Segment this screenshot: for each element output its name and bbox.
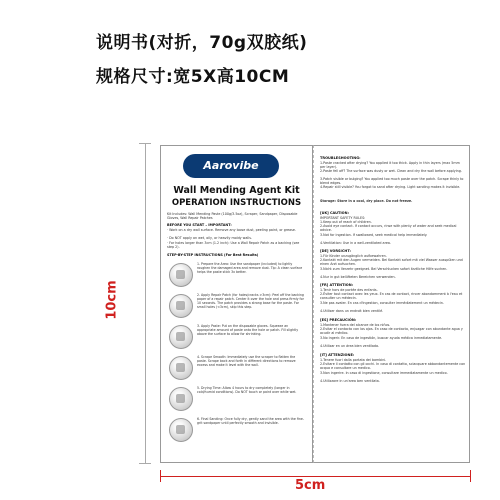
es-caution-heading: [ES] PRECAUCIÓN: [320, 318, 357, 322]
it-caution-heading: [IT] ATTENZIONE: [320, 353, 355, 357]
caution-line: 4.Ventilation: Use in a well-ventilated area. [320, 241, 391, 245]
caution-line: 2.Éviter tout contact avec les yeux. En cas de contact, rincer abondamment à l'eau et consulter un médecin. [320, 292, 463, 301]
clock-icon [169, 387, 193, 411]
caution-line: 1.Tenere fuori dalla portata dei bambini. [320, 358, 387, 362]
step-6 [167, 416, 307, 446]
instruction-back-panel [313, 145, 470, 463]
caution-line: 2.Avoid eye contact. If contact occurs, rinse with plenty of water and seek medical advice. [320, 224, 457, 233]
fr-caution-heading: [FR] ATTENTION: [320, 283, 354, 287]
width-tick-left [160, 470, 161, 482]
caution-line: 1.Keep out of reach of children. [320, 220, 372, 224]
caution-line: 2.Kontakt mit den Augen vermeiden. Bei Kontakt sofort mit viel Wasser ausspülen und einen Arzt aufsuchen. [320, 258, 463, 267]
sanding-icon [169, 263, 193, 287]
before-start-heading: BEFORE YOU START – IMPORTANT: [167, 223, 232, 227]
spec-title: 说明书(对折，70g双胶纸) [96, 33, 308, 53]
caution-line: 3.Nicht zum Verzehr geeignet. Bei Verschlucken sofort ärztliche Hilfe suchen. [320, 267, 448, 271]
uk-caution-heading: [UK] CAUTION: [320, 211, 349, 215]
product-title: Wall Mending Agent Kit [173, 185, 300, 196]
height-label: 10cm [104, 280, 120, 320]
step-text: 6. Final Sanding: Once fully dry, gently sand the area with the fine-grit sandpaper until perfectly smooth and invisible. [197, 417, 304, 426]
caution-line: 3.Ne pas avaler. En cas d'ingestion, consulter immédiatement un médecin. [320, 301, 444, 305]
caution-line: 4.Utilizar en un área bien ventilada. [320, 344, 380, 348]
instruction-front-panel [160, 145, 313, 463]
step-text: 3. Apply Paste: Put on the disposable gloves. Squeeze an appropriate amount of paste onto the hole or patch. Fill slightly above the surface to allow for shrinking. [197, 324, 299, 337]
step-4 [167, 354, 307, 384]
caution-line: 1.Tenir hors de portée des enfants. [320, 288, 378, 292]
caution-line: 2.Evitar el contacto con los ojos. En caso de contacto, enjuagar con abundante agua y acudir al médico. [320, 327, 463, 336]
brand-logo: Aarovibe [183, 154, 279, 178]
step-2 [167, 292, 307, 322]
width-label: 5cm [295, 478, 326, 493]
height-tick-top [139, 143, 151, 144]
caution-line: 3.Not for ingestion. If swallowed, seek medical help immediately. [320, 233, 428, 237]
step-text: 4. Scrape Smooth: Immediately use the scraper to flatten the paste. Scrape back and forth in different directions to remove excess and make it level with the wall. [197, 355, 296, 368]
troubleshooting-heading: TROUBLESHOOTING: [320, 156, 361, 160]
paste-tube-icon [169, 325, 193, 349]
troubleshooting-line: 2.Paste fell off? The surface was dusty or wet. Clean and dry the wall before applying. [320, 169, 462, 173]
step-3 [167, 323, 307, 353]
caution-line: 4.Nur in gut belüfteten Bereichen verwenden. [320, 275, 396, 279]
step-text: 5. Drying Time: Allow 4 hours to dry completely (longer in cold/humid conditions). Do NOT touch or paint over while wet. [197, 386, 297, 395]
patch-icon [169, 294, 193, 318]
caution-line: IMPORTANT SAFETY RULES: [320, 216, 366, 220]
de-caution-heading: [DE] VORSICHT: [320, 249, 351, 253]
caution-line: 3.Non ingerire. In caso di ingestione, consultare immediatamente un medico. [320, 371, 448, 375]
before-start-line: · For holes larger than 3cm (1.2 inch): Use a Wall Repair Patch as a backing (see step 2). [167, 241, 300, 250]
step-text: 2. Apply Repair Patch (for holes/cracks >3cm): Peel off the backing paper of a repair patch. Center it over the hole and press firmly for 10 seconds. The patch provides a strong base for the paste. For small holes (<3cm), skip this step. [197, 293, 304, 310]
width-tick-right [470, 470, 471, 482]
sandpaper-icon [169, 418, 193, 442]
kit-includes: Kit Includes: Wall Mending Paste (100g/3.5oz), Scraper, Sandpaper, Disposable Gloves, Wall Repair Patches [167, 212, 298, 221]
caution-line: 1.Für Kinder unzugänglich aufbewahren. [320, 254, 387, 258]
instructions-title: OPERATION INSTRUCTIONS [171, 198, 302, 208]
troubleshooting-line: 1.Paste cracked after drying? You applied it too thick. Apply in thin layers (max 5mm per layer). [320, 161, 460, 170]
before-start-line: · Work on a dry wall surface. Remove any loose dust, peeling paint, or grease. [167, 228, 296, 232]
step-1 [167, 261, 307, 291]
before-start-line: · Do NOT apply on wet, oily, or heavily moldy walls. [167, 236, 252, 240]
caution-line: 4.Utiliser dans un endroit bien ventilé. [320, 309, 384, 313]
caution-line: 1.Mantener fuera del alcance de los niños. [320, 323, 391, 327]
height-dimension-line [145, 143, 146, 463]
troubleshooting-line: 3.Patch visible or bulging? You applied too much paste over the patch. Scrape thinly to blend edges. [320, 177, 464, 186]
steps-heading: STEP-BY-STEP INSTRUCTIONS (For Best Results) [167, 253, 259, 257]
caution-line: 2.Evitare il contatto con gli occhi. In caso di contatto, sciacquare abbondantemente con acqua e consultare un medico. [320, 362, 466, 371]
spec-size: 规格尺寸:宽5X高10CM [96, 67, 290, 87]
step-text: 1. Prepare the Area: Use the sandpaper (included) to lightly roughen the damaged area and remove dust. Tip: A clean surface helps the paste stick 3x better. [197, 262, 303, 275]
storage-note: Storage: Store in a cool, dry place. Do not freeze. [320, 199, 413, 203]
troubleshooting-line: 4.Repair still visible? You forgot to sand after drying. Light sanding makes it invisible. [320, 185, 461, 189]
step-5 [167, 385, 307, 415]
scraper-icon [169, 356, 193, 380]
caution-line: 4.Utilizzare in un'area ben ventilata. [320, 379, 380, 383]
height-tick-bottom [139, 463, 151, 464]
caution-line: 3.No ingerir. En caso de ingestión, buscar ayuda médica inmediatamente. [320, 336, 443, 340]
width-dimension-line [160, 476, 470, 477]
